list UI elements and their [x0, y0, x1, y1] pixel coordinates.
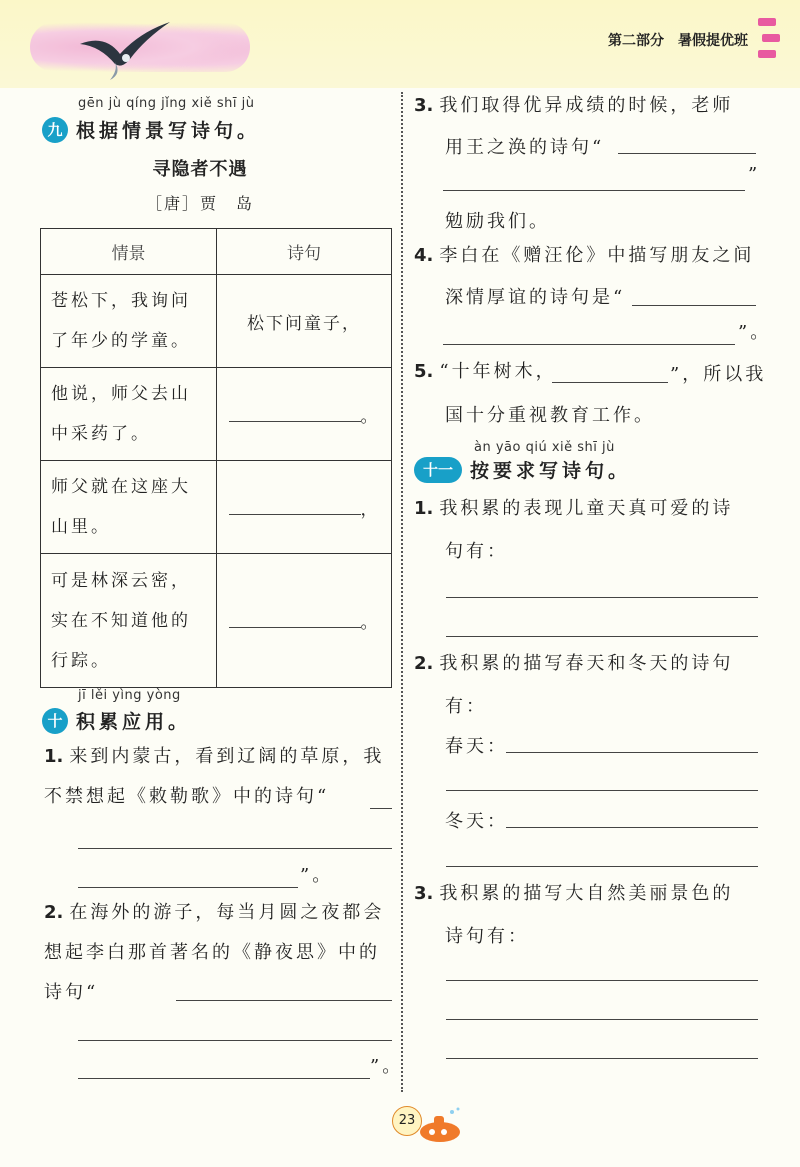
s11-q2: 2. 我积累的描写春天和冬天的诗句 [414, 653, 734, 674]
s10-q1: 1. 来到内蒙古，看到辽阔的草原，我不禁想起《敕勒歌》中的诗句“ [44, 746, 385, 807]
s10-q3-close: ” [748, 164, 761, 185]
answer-line[interactable] [446, 790, 758, 791]
scene-cell: 他说，师父去山中采药了。 [41, 368, 217, 461]
answer-blank[interactable] [229, 497, 361, 515]
table-header-scene: 情景 [41, 229, 217, 275]
page-number: 23 [392, 1106, 422, 1136]
s10-q3: 3. 我们取得优异成绩的时候，老师 [414, 95, 734, 116]
s10-q5-line2: 国十分重视教育工作。 [445, 405, 655, 426]
poem-title: 寻隐者不遇 [152, 159, 248, 180]
section11-pinyin: àn yāo qiú xiě shī jù [474, 440, 615, 455]
s10-q4: 4. 李白在《赠汪伦》中描写朋友之间 [414, 245, 755, 266]
scene-cell: 可是林深云密，实在不知道他的行踪。 [41, 554, 217, 688]
answer-line[interactable] [446, 980, 758, 981]
poem-author: ［唐］贾 岛 [145, 194, 254, 213]
table-row [41, 275, 392, 368]
s10-q3-line3: 勉励我们。 [445, 211, 550, 232]
answer-line[interactable] [446, 1019, 758, 1020]
s11-q3-line2: 诗句有： [445, 926, 529, 947]
verse-cell: 松下问童子， [217, 275, 392, 368]
s10-q5-line1b: ”，所以我 [670, 364, 767, 385]
answer-line[interactable] [446, 866, 758, 867]
table-header-row [41, 229, 392, 275]
verse-cell: 。 [217, 554, 392, 688]
s11-q2-spring-label: 春天： [445, 736, 508, 757]
s11-q2-line2: 有： [445, 696, 487, 717]
answer-line[interactable] [370, 808, 392, 809]
answer-line[interactable] [443, 344, 735, 345]
section10-heading [42, 707, 191, 734]
poem-table [40, 228, 392, 688]
section10-number-badge: 十 [42, 708, 68, 734]
s10-q4-end: ”。 [738, 322, 772, 343]
answer-line[interactable] [446, 636, 758, 637]
section10-pinyin: jī lěi yìng yòng [78, 688, 181, 703]
section9-pinyin: gēn jù qíng jǐng xiě shī jù [78, 96, 255, 111]
scene-cell: 师父就在这座大山里。 [41, 461, 217, 554]
s11-q1: 1. 我积累的表现儿童天真可爱的诗 [414, 498, 734, 519]
header-title: 第二部分 暑假提优班 [608, 33, 748, 49]
submarine-icon [416, 1106, 466, 1146]
section11-number-badge: 十一 [414, 457, 462, 483]
section9-title: 根据情景写诗句。 [76, 120, 261, 142]
s10-q2-end: ”。 [370, 1056, 404, 1077]
section9-heading [42, 116, 260, 143]
answer-line[interactable] [78, 848, 392, 849]
winter-answer-line[interactable] [506, 827, 758, 828]
scene-cell: 苍松下，我询问了年少的学童。 [41, 275, 217, 368]
answer-line[interactable] [552, 382, 668, 383]
table-row [41, 554, 392, 688]
s10-q1-end: ”。 [300, 865, 334, 886]
answer-line[interactable] [78, 1040, 392, 1041]
column-divider [401, 92, 403, 1092]
spring-answer-line[interactable] [506, 752, 758, 753]
bars-decoration-icon [756, 14, 782, 64]
s11-q3: 3. 我积累的描写大自然美丽景色的 [414, 883, 734, 904]
s10-q2: 2. 在海外的游子，每当月圆之夜都会想起李白那首著名的《静夜思》中的诗句“ [44, 902, 385, 1003]
s11-q1-line2: 句有： [445, 541, 508, 562]
answer-line[interactable] [446, 597, 758, 598]
table-row [41, 461, 392, 554]
s10-q5: 5. “十年树木， [414, 361, 557, 382]
table-row [41, 368, 392, 461]
answer-line[interactable] [443, 190, 745, 191]
seagull-icon [70, 14, 180, 84]
section11-title: 按要求写诗句。 [470, 460, 632, 482]
s11-q2-winter-label: 冬天： [445, 811, 508, 832]
section9-number-badge: 九 [42, 117, 68, 143]
section10-title: 积累应用。 [76, 711, 192, 733]
section11-heading [414, 456, 631, 483]
table-header-verse: 诗句 [217, 229, 392, 275]
verse-cell: ， [217, 461, 392, 554]
answer-line[interactable] [78, 887, 298, 888]
answer-line[interactable] [176, 1000, 392, 1001]
s10-q3-line2: 用王之涣的诗句“ [445, 137, 605, 158]
verse-cell: 。 [217, 368, 392, 461]
answer-line[interactable] [632, 305, 756, 306]
answer-line[interactable] [618, 153, 756, 154]
answer-blank[interactable] [229, 404, 361, 422]
answer-line[interactable] [78, 1078, 370, 1079]
answer-blank[interactable] [229, 610, 361, 628]
answer-line[interactable] [446, 1058, 758, 1059]
s10-q4-line2: 深情厚谊的诗句是“ [445, 287, 626, 308]
